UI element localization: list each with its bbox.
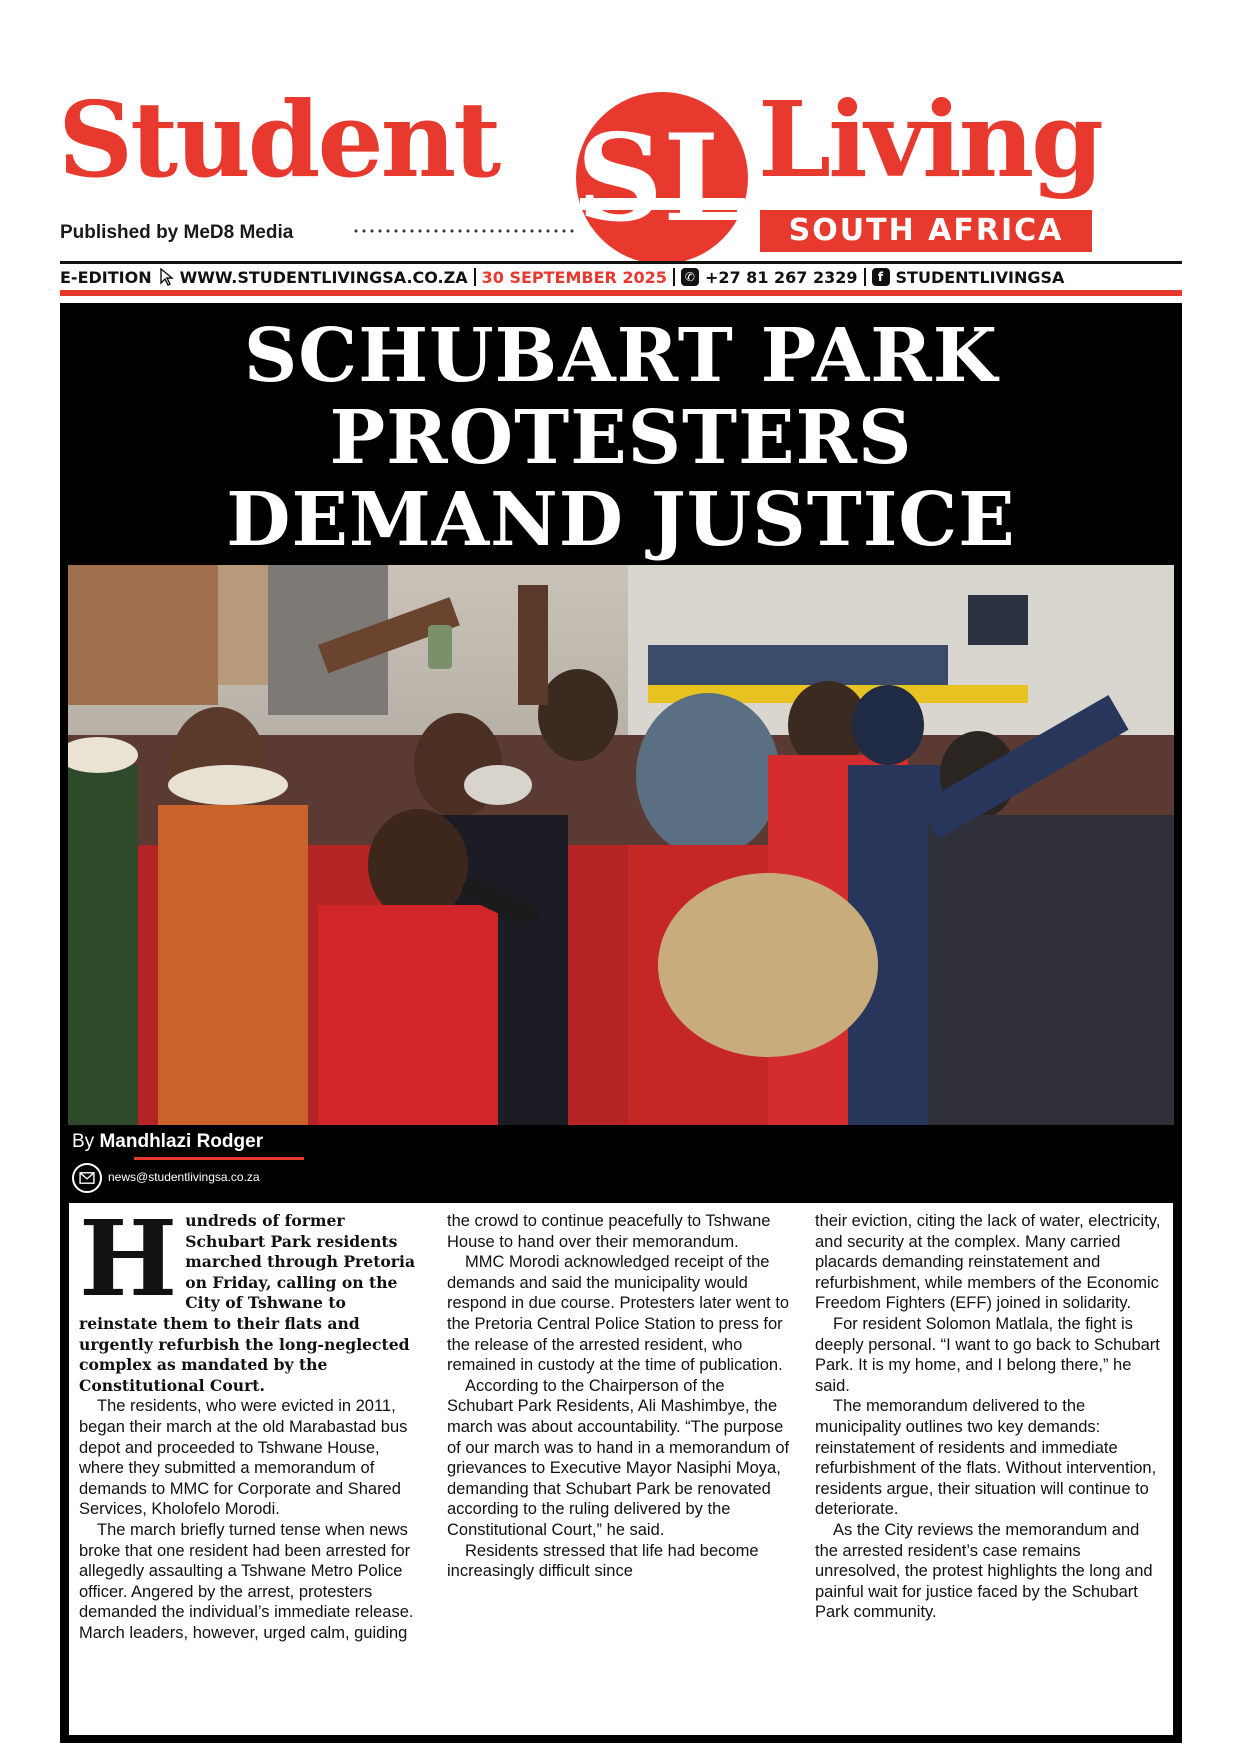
headline-line: PROTESTERS [329, 395, 913, 481]
divider [474, 268, 476, 286]
byline [72, 1131, 263, 1153]
headline [60, 315, 1182, 561]
divider [864, 268, 866, 286]
article-column-2 [447, 1211, 795, 1735]
article-paragraph: MMC Morodi acknowledged receipt of the demands and said the municipality would respond in due course. Protesters later went to the Pretoria Central Police Station to press for the release of the arrested resident, who remained in custody at the time of publication. [447, 1253, 790, 1375]
cursor-icon [158, 268, 176, 286]
edition-label: E-EDITION [60, 267, 152, 287]
divider [673, 268, 675, 286]
sl-logo [552, 78, 772, 268]
region-banner: SOUTH AFRICA [760, 210, 1092, 252]
article-column-1 [79, 1197, 427, 1735]
headline-line: SCHUBART PARK [243, 313, 999, 399]
article-lede: undreds of former Schubart Park residents marched through Pretoria on Friday, calling on the City of Tshwane to reinstate them to their flats and urgently refurbish the long-neglected complex as mandated by the Constitutional Court. [79, 1211, 416, 1395]
article-paragraph: Residents stressed that life had become increasingly difficult since [447, 1541, 759, 1581]
issue-date: 30 SEPTEMBER 2025 [481, 267, 667, 287]
whatsapp-icon: ✆ [681, 268, 699, 286]
info-bar [60, 264, 1182, 290]
article-paragraph: The march briefly turned tense when news broke that one resident had been arrested for allegedly assaulting a Tshwane Metro Police officer. Angered by the arrest, protesters demanded the individual’s immediate release. March leaders, however, urged calm, guiding [79, 1520, 414, 1642]
masthead [0, 0, 1240, 290]
article-body [69, 1197, 1173, 1735]
drop-cap: H [79, 1197, 178, 1320]
logo-letters: SL [576, 108, 748, 249]
facebook-icon: f [872, 268, 890, 286]
article-paragraph: The residents, who were evicted in 2011, began their march at the old Marabastad bus depot and proceeded to Tshwane House, where they submitted a memorandum of demands to MMC for Corporate and Shared Services, Kholofelo Morodi. [79, 1397, 408, 1519]
story-panel [60, 303, 1182, 1743]
author-email[interactable]: news@studentlivingsa.co.za [108, 1170, 260, 1184]
byline-prefix: By [72, 1131, 95, 1152]
red-rule [60, 290, 1182, 296]
article-paragraph: According to the Chairperson of the Schubart Park Residents, Ali Mashimbye, the march was about accountability. “The purpose of our march was to hand in a memorandum of grievances to Executive Mayor Nasiphi Moya, demanding that Schubart Park be renovated according to the ruling delivered by the Constitutional Court,” he said. [447, 1376, 790, 1539]
envelope-icon [72, 1163, 102, 1193]
protest-photo [68, 565, 1174, 1125]
headline-line: DEMAND JUSTICE [226, 477, 1016, 563]
phone-number[interactable]: +27 81 267 2329 [704, 267, 858, 287]
brand-student: Student [58, 78, 499, 201]
dotted-divider [352, 226, 574, 236]
article-paragraph: The memorandum delivered to the municipality outlines two key demands: reinstatement of residents and immediate refurbishment of the flats. Without intervention, residents argue, their situation will continue to deteriorate. [815, 1397, 1157, 1519]
brand-living: Living [758, 78, 1101, 201]
article-paragraph: As the City reviews the memorandum and the arrested resident’s case remains unresolved, the protest highlights the long and painful wait for justice faced by the Schubart Park community. [815, 1520, 1153, 1622]
article-paragraph: their eviction, citing the lack of water, electricity, and security at the complex. Many carried placards demanding reinstatement and refurbishment, while members of the Economic Freedom Fighters (EFF) joined in solidarity. [815, 1212, 1161, 1313]
social-handle[interactable]: STUDENTLIVINGSA [895, 267, 1065, 287]
publisher-line: Published by MeD8 Media [60, 222, 294, 243]
article-paragraph: the crowd to continue peacefully to Tshwane House to hand over their memorandum. [447, 1212, 771, 1251]
article-column-3 [815, 1211, 1163, 1735]
website-link[interactable]: WWW.STUDENTLIVINGSA.CO.ZA [179, 267, 468, 287]
author-name: Mandhlazi Rodger [99, 1131, 264, 1152]
article-paragraph: For resident Solomon Matlala, the fight is deeply personal. “I want to go back to Schubart Park. It is my home, and I belong there,” he said. [815, 1314, 1160, 1395]
byline-rule [134, 1157, 304, 1160]
